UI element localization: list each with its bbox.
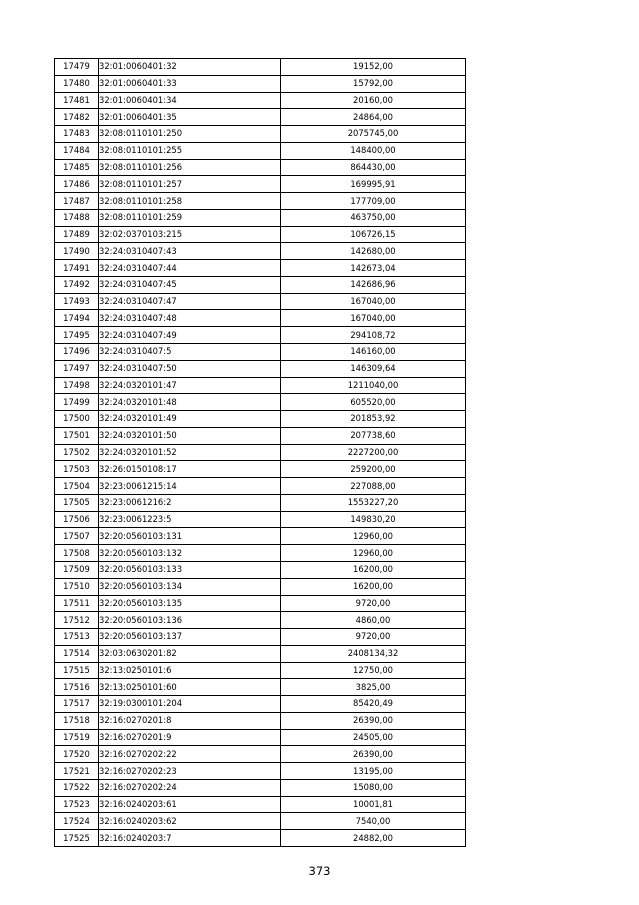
row-number-cell: 17481 [55, 92, 99, 109]
value-cell: 106726,15 [281, 226, 466, 243]
row-number-cell: 17522 [55, 779, 99, 796]
row-number-cell: 17519 [55, 729, 99, 746]
cadastral-number-cell: 32:20:0560103:136 [99, 612, 281, 629]
table-row [55, 578, 466, 595]
value-cell: 142686,96 [281, 276, 466, 293]
row-number-cell: 17524 [55, 813, 99, 830]
value-cell: 201853,92 [281, 411, 466, 428]
value-cell: 146309,64 [281, 360, 466, 377]
table-row [55, 528, 466, 545]
table-row [55, 729, 466, 746]
row-number-cell: 17485 [55, 159, 99, 176]
row-number-cell: 17512 [55, 612, 99, 629]
value-cell: 167040,00 [281, 293, 466, 310]
table-row [55, 763, 466, 780]
value-cell: 177709,00 [281, 193, 466, 210]
cadastral-number-cell: 32:20:0560103:133 [99, 561, 281, 578]
cadastral-number-cell: 32:23:0061223:5 [99, 511, 281, 528]
table-row [55, 545, 466, 562]
table-row [55, 779, 466, 796]
value-cell: 15792,00 [281, 75, 466, 92]
value-cell: 3825,00 [281, 679, 466, 696]
cadastral-number-cell: 32:01:0060401:34 [99, 92, 281, 109]
value-cell: 148400,00 [281, 142, 466, 159]
value-cell: 13195,00 [281, 763, 466, 780]
table-row [55, 612, 466, 629]
value-cell: 169995,91 [281, 176, 466, 193]
row-number-cell: 17518 [55, 712, 99, 729]
cadastral-number-cell: 32:20:0560103:131 [99, 528, 281, 545]
row-number-cell: 17511 [55, 595, 99, 612]
value-cell: 12960,00 [281, 545, 466, 562]
cadastral-value-table [54, 58, 466, 847]
row-number-cell: 17484 [55, 142, 99, 159]
cadastral-number-cell: 32:01:0060401:32 [99, 59, 281, 76]
cadastral-number-cell: 32:26:0150108:17 [99, 461, 281, 478]
row-number-cell: 17520 [55, 746, 99, 763]
row-number-cell: 17499 [55, 394, 99, 411]
cadastral-number-cell: 32:24:0320101:48 [99, 394, 281, 411]
row-number-cell: 17480 [55, 75, 99, 92]
table-row [55, 193, 466, 210]
value-cell: 7540,00 [281, 813, 466, 830]
value-cell: 149830,20 [281, 511, 466, 528]
row-number-cell: 17503 [55, 461, 99, 478]
row-number-cell: 17495 [55, 327, 99, 344]
table-row [55, 427, 466, 444]
value-cell: 24882,00 [281, 830, 466, 847]
table-row [55, 226, 466, 243]
value-cell: 26390,00 [281, 746, 466, 763]
table-row [55, 344, 466, 361]
table-row [55, 662, 466, 679]
table-row [55, 75, 466, 92]
cadastral-number-cell: 32:16:0240203:7 [99, 830, 281, 847]
cadastral-number-cell: 32:24:0310407:45 [99, 276, 281, 293]
table-row [55, 645, 466, 662]
row-number-cell: 17514 [55, 645, 99, 662]
cadastral-number-cell: 32:01:0060401:33 [99, 75, 281, 92]
table-row [55, 696, 466, 713]
value-cell: 142673,04 [281, 260, 466, 277]
cadastral-number-cell: 32:02:0370103:215 [99, 226, 281, 243]
cadastral-number-cell: 32:24:0320101:47 [99, 377, 281, 394]
row-number-cell: 17505 [55, 494, 99, 511]
table-row [55, 394, 466, 411]
row-number-cell: 17501 [55, 427, 99, 444]
row-number-cell: 17507 [55, 528, 99, 545]
value-cell: 1553227,20 [281, 494, 466, 511]
value-cell: 16200,00 [281, 561, 466, 578]
value-cell: 4860,00 [281, 612, 466, 629]
table-row [55, 310, 466, 327]
table-row [55, 411, 466, 428]
row-number-cell: 17521 [55, 763, 99, 780]
row-number-cell: 17486 [55, 176, 99, 193]
value-cell: 15080,00 [281, 779, 466, 796]
value-cell: 2408134,32 [281, 645, 466, 662]
row-number-cell: 17494 [55, 310, 99, 327]
table-row [55, 327, 466, 344]
value-cell: 294108,72 [281, 327, 466, 344]
value-cell: 9720,00 [281, 629, 466, 646]
table-row [55, 59, 466, 76]
cadastral-number-cell: 32:24:0310407:5 [99, 344, 281, 361]
cadastral-number-cell: 32:08:0110101:258 [99, 193, 281, 210]
cadastral-number-cell: 32:16:0270201:8 [99, 712, 281, 729]
row-number-cell: 17500 [55, 411, 99, 428]
cadastral-number-cell: 32:20:0560103:134 [99, 578, 281, 595]
value-cell: 167040,00 [281, 310, 466, 327]
table-row [55, 142, 466, 159]
row-number-cell: 17498 [55, 377, 99, 394]
cadastral-number-cell: 32:03:0630201:82 [99, 645, 281, 662]
table-row [55, 176, 466, 193]
table-row [55, 511, 466, 528]
cadastral-number-cell: 32:19:0300101:204 [99, 696, 281, 713]
value-cell: 20160,00 [281, 92, 466, 109]
value-cell: 85420,49 [281, 696, 466, 713]
table-body [55, 59, 466, 847]
cadastral-number-cell: 32:08:0110101:250 [99, 126, 281, 143]
cadastral-number-cell: 32:20:0560103:135 [99, 595, 281, 612]
table-row [55, 260, 466, 277]
row-number-cell: 17525 [55, 830, 99, 847]
table-row [55, 109, 466, 126]
value-cell: 12960,00 [281, 528, 466, 545]
row-number-cell: 17488 [55, 209, 99, 226]
value-cell: 2075745,00 [281, 126, 466, 143]
value-cell: 605520,00 [281, 394, 466, 411]
value-cell: 19152,00 [281, 59, 466, 76]
row-number-cell: 17515 [55, 662, 99, 679]
value-cell: 9720,00 [281, 595, 466, 612]
value-cell: 10001,81 [281, 796, 466, 813]
row-number-cell: 17502 [55, 444, 99, 461]
row-number-cell: 17482 [55, 109, 99, 126]
value-cell: 24864,00 [281, 109, 466, 126]
row-number-cell: 17490 [55, 243, 99, 260]
value-cell: 142680,00 [281, 243, 466, 260]
row-number-cell: 17508 [55, 545, 99, 562]
row-number-cell: 17506 [55, 511, 99, 528]
row-number-cell: 17491 [55, 260, 99, 277]
cadastral-number-cell: 32:08:0110101:259 [99, 209, 281, 226]
table-row [55, 595, 466, 612]
cadastral-number-cell: 32:23:0061215:14 [99, 478, 281, 495]
table-row [55, 92, 466, 109]
value-cell: 227088,00 [281, 478, 466, 495]
row-number-cell: 17513 [55, 629, 99, 646]
table-row [55, 276, 466, 293]
row-number-cell: 17509 [55, 561, 99, 578]
cadastral-number-cell: 32:16:0270202:23 [99, 763, 281, 780]
cadastral-number-cell: 32:08:0110101:255 [99, 142, 281, 159]
cadastral-number-cell: 32:24:0310407:48 [99, 310, 281, 327]
table-row [55, 813, 466, 830]
table-row [55, 796, 466, 813]
cadastral-number-cell: 32:23:0061216:2 [99, 494, 281, 511]
cadastral-number-cell: 32:24:0310407:49 [99, 327, 281, 344]
value-cell: 463750,00 [281, 209, 466, 226]
value-cell: 12750,00 [281, 662, 466, 679]
table-row [55, 293, 466, 310]
cadastral-number-cell: 32:01:0060401:35 [99, 109, 281, 126]
table-row [55, 126, 466, 143]
table-row [55, 159, 466, 176]
value-cell: 1211040,00 [281, 377, 466, 394]
table-row [55, 360, 466, 377]
row-number-cell: 17523 [55, 796, 99, 813]
row-number-cell: 17492 [55, 276, 99, 293]
table-row [55, 243, 466, 260]
row-number-cell: 17483 [55, 126, 99, 143]
table-row [55, 712, 466, 729]
row-number-cell: 17479 [55, 59, 99, 76]
page-number: 373 [308, 864, 331, 878]
cadastral-number-cell: 32:24:0310407:44 [99, 260, 281, 277]
value-cell: 259200,00 [281, 461, 466, 478]
cadastral-number-cell: 32:13:0250101:6 [99, 662, 281, 679]
row-number-cell: 17517 [55, 696, 99, 713]
table-row [55, 209, 466, 226]
cadastral-number-cell: 32:24:0320101:49 [99, 411, 281, 428]
table-row [55, 561, 466, 578]
cadastral-number-cell: 32:16:0270202:22 [99, 746, 281, 763]
value-cell: 864430,00 [281, 159, 466, 176]
cadastral-number-cell: 32:24:0320101:52 [99, 444, 281, 461]
row-number-cell: 17504 [55, 478, 99, 495]
cadastral-number-cell: 32:16:0270201:9 [99, 729, 281, 746]
value-cell: 2227200,00 [281, 444, 466, 461]
cadastral-number-cell: 32:24:0310407:43 [99, 243, 281, 260]
value-cell: 146160,00 [281, 344, 466, 361]
table-row [55, 629, 466, 646]
cadastral-number-cell: 32:08:0110101:256 [99, 159, 281, 176]
table-row [55, 494, 466, 511]
cadastral-number-cell: 32:13:0250101:60 [99, 679, 281, 696]
value-cell: 16200,00 [281, 578, 466, 595]
row-number-cell: 17493 [55, 293, 99, 310]
value-cell: 207738,60 [281, 427, 466, 444]
row-number-cell: 17489 [55, 226, 99, 243]
table-row [55, 461, 466, 478]
cadastral-number-cell: 32:20:0560103:132 [99, 545, 281, 562]
cadastral-number-cell: 32:16:0240203:61 [99, 796, 281, 813]
table-row [55, 478, 466, 495]
cadastral-number-cell: 32:08:0110101:257 [99, 176, 281, 193]
table-row [55, 377, 466, 394]
cadastral-number-cell: 32:24:0320101:50 [99, 427, 281, 444]
table-row [55, 746, 466, 763]
table-row [55, 830, 466, 847]
table-row [55, 444, 466, 461]
value-cell: 26390,00 [281, 712, 466, 729]
row-number-cell: 17516 [55, 679, 99, 696]
row-number-cell: 17487 [55, 193, 99, 210]
cadastral-number-cell: 32:16:0270202:24 [99, 779, 281, 796]
table-row [55, 679, 466, 696]
row-number-cell: 17510 [55, 578, 99, 595]
value-cell: 24505,00 [281, 729, 466, 746]
row-number-cell: 17496 [55, 344, 99, 361]
cadastral-number-cell: 32:16:0240203:62 [99, 813, 281, 830]
row-number-cell: 17497 [55, 360, 99, 377]
cadastral-number-cell: 32:20:0560103:137 [99, 629, 281, 646]
cadastral-number-cell: 32:24:0310407:47 [99, 293, 281, 310]
cadastral-number-cell: 32:24:0310407:50 [99, 360, 281, 377]
